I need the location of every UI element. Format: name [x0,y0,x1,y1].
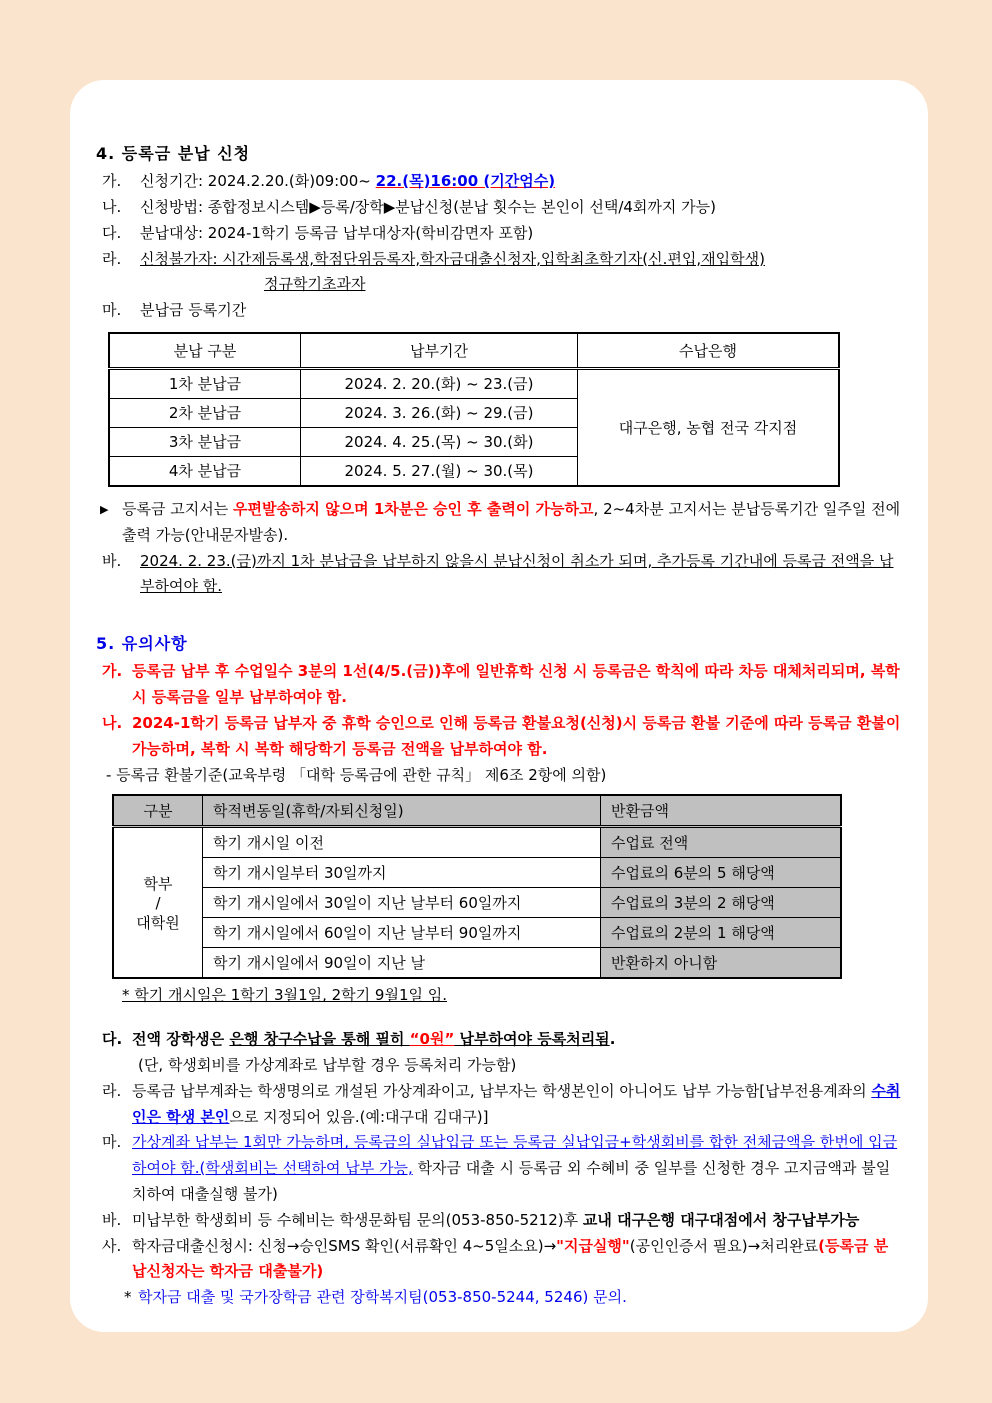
text-segment: 등록금 고지서는 [122,499,233,518]
table-header-row [109,333,839,369]
item-s5-ma [96,1130,902,1207]
text-segment: 납부하여야 등록처리됨 [454,1030,610,1049]
item-label: 가. [102,662,123,681]
triangle-bullet-icon: ▶ [100,502,109,516]
item-s5-da [96,1027,902,1053]
item-s5-da-sub: (단, 학생회비를 가상계좌로 납부할 경우 등록처리 가능함) [138,1055,517,1074]
item-label: 마. [102,301,122,320]
text-segment: 학자금 대출 시 등록금 외 수혜비 중 일부를 신청한 경우 고지금액과 불일치하여 대출실행 불가) [132,1159,891,1203]
document-card [70,80,928,1332]
text-segment: 분납대상: 2024-1학기 등록금 납부대상자(학비감면자 포함) [140,223,534,242]
installment-name: 2차 분납금 [109,398,301,427]
section4-title: 4. 등록금 분납 신청 [96,144,251,163]
semester-start-footnote [122,983,902,1009]
refund-amount: 수업료의 2분의 1 해당액 [601,918,842,948]
item-s5-ra [96,1079,902,1131]
text-segment: 2024-1학기 등록금 납부자 중 휴학 승인으로 인해 등록금 환불요청(신청)시 등록금 환불 기준에 따라 등록금 환불이 가능하며, 복학 시 복학 해당학기 등록금 전액을 납부하여야 함. [132,713,901,758]
item-text [140,195,902,221]
text-segment: 신청방법: 종합정보시스템▶등록/장학▶분납신청(분납 횟수는 본인이 선택/4회까지 가능) [140,197,716,216]
asterisk-bullet: * [124,1288,132,1307]
payment-period: 2024. 3. 26.(화) ~ 29.(금) [301,398,578,427]
payment-period: 2024. 2. 20.(화) ~ 23.(금) [301,368,578,398]
table-row [109,368,839,398]
text-segment: , 2~4차분 고지서는 분납등록기간 일주일 전에 출력 가능(안내문자발송). [122,499,901,544]
item-text [140,221,902,247]
item-text [132,1027,902,1053]
item-s5-na [96,711,902,763]
text-segment: 전액 장학생은 [132,1030,230,1049]
column-header: 수납은행 [578,333,840,369]
refund-amount: 수업료의 3분의 2 해당액 [601,888,842,918]
change-date: 학기 개시일부터 30일까지 [203,858,601,888]
student-group-cell [113,827,203,979]
installment-name: 3차 분납금 [109,427,301,456]
item-label: 라. [102,1081,122,1100]
text-segment: "지급실행" [556,1236,630,1255]
item-label: 다. [102,1030,123,1049]
column-header: 반환금액 [601,795,842,827]
text-segment: 우편발송하지 않으며 1차분은 승인 후 출력이 가능하고 [232,499,594,518]
text-segment: 미납부한 학생회비 등 수혜비는 학생문화팀 문의(053-850-5212)후 [132,1210,583,1229]
text-segment: (공인인증서 필요)→처리완료 [629,1236,819,1255]
table-row [113,827,841,858]
text-segment: (등록금 분납신청자는 학자금 대출불가) [132,1236,889,1281]
refund-table [112,794,842,979]
change-date: 학기 개시일에서 60일이 지난 날부터 90일까지 [203,918,601,948]
refund-amount: 반환하지 아니함 [601,948,842,979]
table-header-row [113,795,841,827]
item-label: 마. [102,1133,122,1152]
text-segment: 은행 창구수납을 통해 필히 [229,1030,410,1049]
text-segment: 신청불가자: 시간제등록생,학점단위등록자,학자금대출신청자,입학최초학기자(신.편입,재입학생) [140,249,765,268]
change-date: 학기 개시일에서 30일이 지난 날부터 60일까지 [203,888,601,918]
item-text [138,1285,902,1311]
item-label: 라. [102,249,122,268]
text-segment: 가상계좌 납부는 1회만 가능하며, 등록금의 실납입금 또는 등록금 실납입금+학생회비를 합한 전체금액을 한번에 입금하여야 함.(학생회비는 선택하여 납부 가능, [132,1133,898,1178]
text-segment: 22.(목)16:00 (기간엄수) [375,172,556,191]
section-4 [96,140,902,600]
table-row [113,858,841,888]
item-s4-na [96,195,902,221]
item-s4-da [96,221,902,247]
text-segment: 학자금대출신청시: 신청→승인SMS 확인(서류확인 4~5일소요)→ [132,1236,557,1255]
item-s4-ra-continued [264,272,902,298]
group-line: 학부 [143,874,173,893]
item-s4-ba [96,549,902,601]
text-segment: 교내 대구은행 대구대점에서 창구납부가능 [582,1210,860,1229]
change-date: 학기 개시일 이전 [203,827,601,858]
text-segment: 학자금 대출 및 국가장학금 관련 장학복지팀(053-850-5244, 5246) 문의. [138,1288,627,1307]
text-segment: 2024. 2. 23.(금)까지 1차 분납금을 납부하지 않을시 분납신청이 취소가 되며, 추가등록 기간내에 등록금 전액을 납부하여야 함. [140,551,894,596]
item-text [140,298,902,324]
item-s5-star [118,1285,902,1311]
item-s4-ga [96,169,902,195]
item-s4-ra [96,247,902,273]
bill-notice [96,497,902,549]
item-text [132,1208,902,1234]
refund-amount: 수업료의 6분의 5 해당액 [601,858,842,888]
item-label: 바. [102,551,122,570]
column-header: 구분 [113,795,203,827]
column-header: 납부기간 [301,333,578,369]
item-text [140,169,902,195]
payment-period: 2024. 5. 27.(월) ~ 30.(목) [301,456,578,486]
installment-name: 1차 분납금 [109,368,301,398]
item-text [140,549,902,601]
refund-basis-note: - 등록금 환불기준(교육부령 「대학 등록금에 관한 규칙」 제6조 2항에 의함) [106,765,607,784]
item-label: 사. [102,1236,122,1255]
column-header: 분납 구분 [109,333,301,369]
text-segment: 분납금 등록기간 [140,301,247,320]
item-label: 나. [102,713,123,732]
item-label: 다. [102,223,122,242]
group-line: / [155,893,161,912]
table-row [113,918,841,948]
section-5 [96,630,902,1311]
item-s5-ba [96,1208,902,1234]
change-date: 학기 개시일에서 90일이 지난 날 [203,948,601,979]
item-label: 나. [102,197,122,216]
section5-title: 5. 유의사항 [96,634,188,654]
item-text [132,659,902,711]
text-segment: 등록금 납부 후 수업일수 3분의 1선(4/5.(금))후에 일반휴학 신청 시 등록금은 학칙에 따라 차등 대체처리되며, 복학 시 등록금을 일부 납부하여야 함. [132,662,900,707]
column-header: 학적변동일(휴학/자퇴신청일) [203,795,601,827]
section-spacer [96,600,902,630]
receiving-bank: 대구은행, 농협 전국 각지점 [578,368,840,486]
note-text [122,497,902,549]
installment-table [108,332,840,487]
item-label: 가. [102,172,122,191]
text-segment: 수취인은 학생 본인 [132,1081,901,1126]
text-segment: “0원” [409,1030,455,1049]
item-text [132,1079,902,1131]
item-s4-ma [96,298,902,324]
text-segment: 정규학기초과자 [264,275,366,294]
item-label: 바. [102,1210,122,1229]
table-row [113,948,841,979]
item-text [132,1234,902,1286]
item-text [140,247,902,273]
group-line: 대학원 [136,913,180,932]
item-s5-ga [96,659,902,711]
text-segment: 으로 지정되어 있음.(예:대구대 김대구)] [229,1107,489,1126]
payment-period: 2024. 4. 25.(목) ~ 30.(화) [301,427,578,456]
installment-name: 4차 분납금 [109,456,301,486]
text-segment: 등록금 납부계좌는 학생명의로 개설된 가상계좌이고, 납부자는 학생본인이 아니어도 납부 가능함[납부전용계좌의 [132,1081,872,1100]
text-segment: . [609,1030,616,1049]
item-text [132,1130,902,1207]
refund-amount: 수업료 전액 [601,827,842,858]
item-s5-sa [96,1234,902,1286]
text-segment: 신청기간: 2024.2.20.(화)09:00~ [140,172,376,191]
table-row [113,888,841,918]
text-segment: * 학기 개시일은 1학기 3월1일, 2학기 9월1일 임. [122,986,448,1005]
item-text [132,711,902,763]
